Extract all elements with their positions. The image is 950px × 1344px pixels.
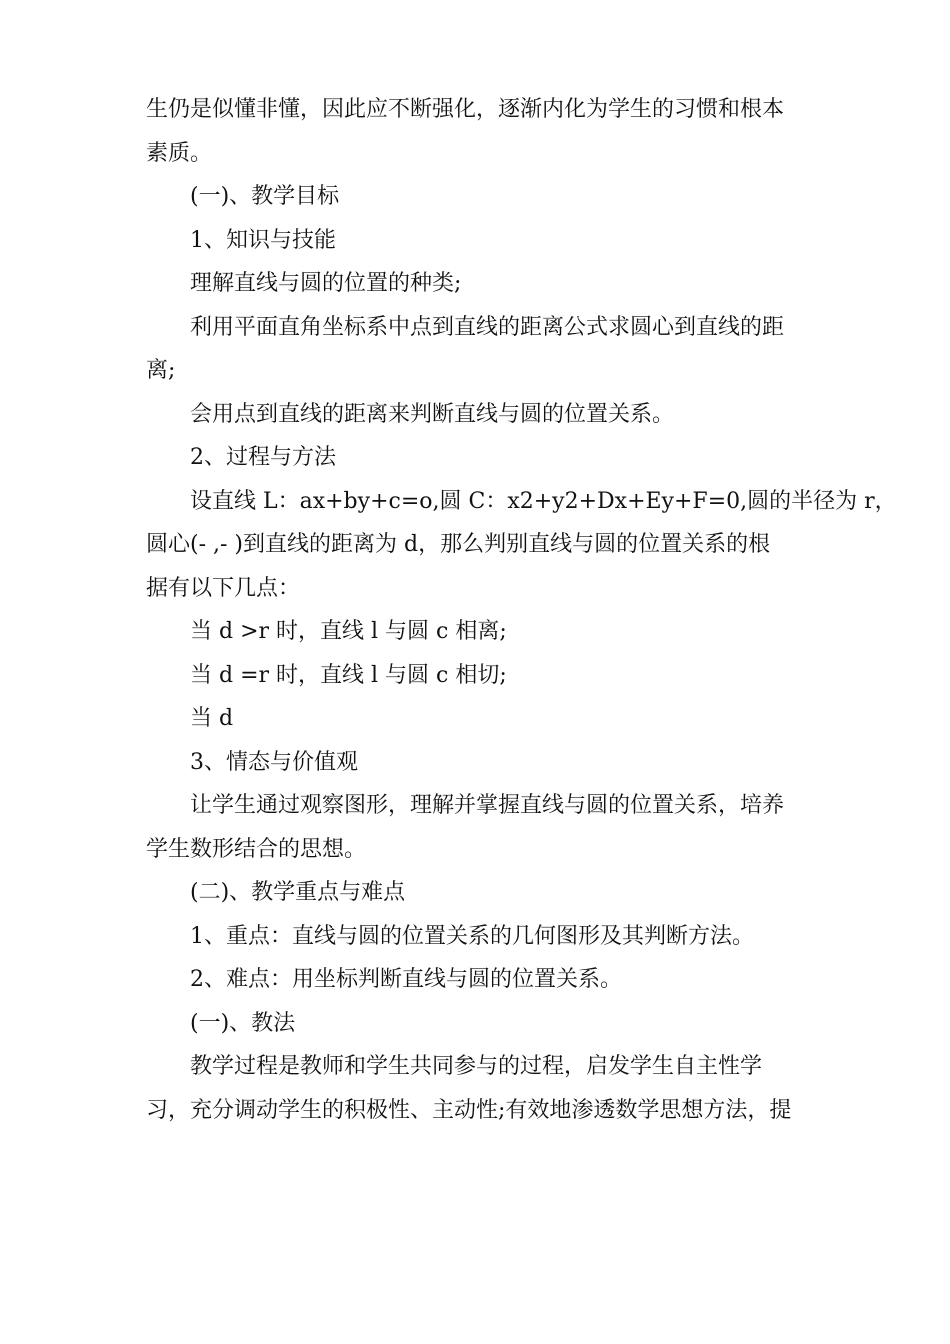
section-heading: (二)、教学重点与难点	[190, 880, 406, 905]
text-line: 利用平面直角坐标系中点到直线的距离公式求圆心到直线的距	[190, 315, 785, 340]
text-line: 当 d >r 时，直线 l 与圆 c 相离;	[190, 619, 507, 644]
subsection-heading: 2、过程与方法	[190, 445, 336, 470]
text-line: 学生数形结合的思想。	[146, 837, 367, 862]
text-line: 生仍是似懂非懂，因此应不断强化，逐渐内化为学生的习惯和根本	[146, 97, 785, 122]
section-heading: (一)、教法	[190, 1011, 296, 1036]
text-line: 会用点到直线的距离来判断直线与圆的位置关系。	[190, 402, 675, 427]
text-line: 理解直线与圆的位置的种类;	[190, 271, 462, 296]
text-line: 设直线 L：ax+by+c=o,圆 C：x2+y2+Dx+Ey+F=0,圆的半径为 r，	[190, 489, 897, 514]
text-line: 当 d	[190, 706, 234, 731]
section-heading: (一)、教学目标	[190, 184, 340, 209]
text-line: 当 d =r 时，直线 l 与圆 c 相切;	[190, 663, 507, 688]
text-line: 让学生通过观察图形，理解并掌握直线与圆的位置关系，培养	[190, 793, 785, 818]
text-line: 2、难点：用坐标判断直线与圆的位置关系。	[190, 967, 622, 992]
text-line: 圆心(- ,- )到直线的距离为 d，那么判别直线与圆的位置关系的根	[146, 532, 771, 557]
text-line: 据有以下几点：	[146, 576, 301, 601]
text-line: 教学过程是教师和学生共同参与的过程，启发学生自主性学	[190, 1054, 763, 1079]
text-line: 离;	[146, 358, 176, 383]
text-line: 素质。	[146, 141, 213, 166]
subsection-heading: 3、情态与价值观	[190, 750, 358, 775]
text-line: 1、重点：直线与圆的位置关系的几何图形及其判断方法。	[190, 924, 754, 949]
subsection-heading: 1、知识与技能	[190, 228, 336, 253]
text-line: 习，充分调动学生的积极性、主动性;有效地渗透数学思想方法，提	[146, 1098, 792, 1123]
